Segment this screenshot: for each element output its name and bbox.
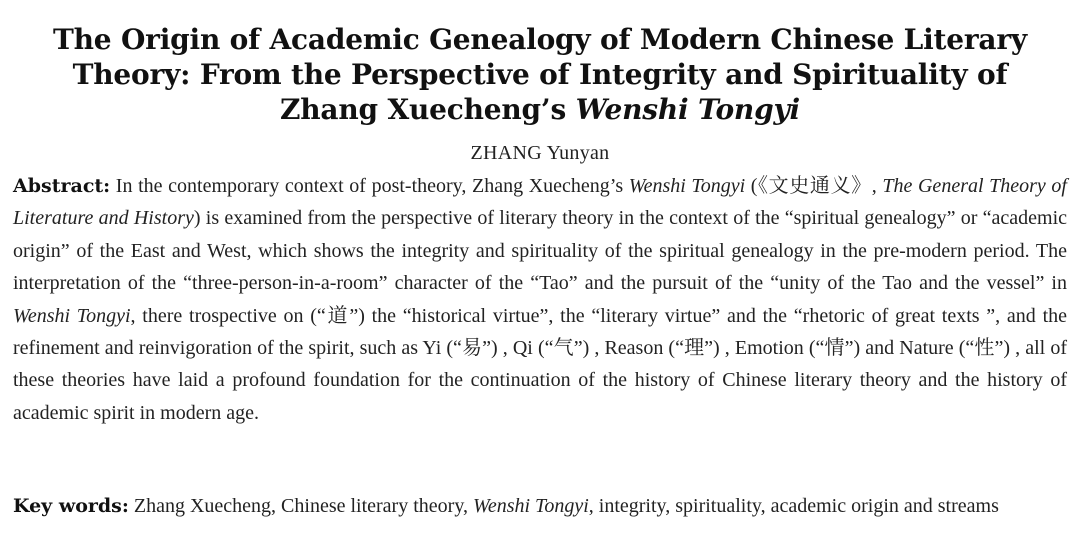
abstract-text-4: , there trospective on (“道”) the “historical virtue”, the “literary virtue” and the “rhetoric of great texts ”, and the refinement and reinvigoration of the spirit, such as Yi (“易”) , Qi (“气”) , Reason (“理”) , Emotion (“情”) and Nature (“性”) , all of these theories have laid a profound foundation for the continuation of the history of Chinese literary theory and the history of academic spirit in modern age. xyxy=(13,304,1068,424)
keywords-book-name: Wenshi Tongyi xyxy=(473,495,589,517)
keywords-paragraph xyxy=(13,492,1067,521)
title-line-3: Zhang Xuecheng’s xyxy=(280,93,576,126)
paper-title xyxy=(20,22,1060,127)
abstract-paragraph xyxy=(13,170,1067,429)
abstract-book-name-2: Wenshi Tongyi xyxy=(13,304,131,327)
abstract-text-3: ) is examined from the perspective of literary theory in the context of the “spiritual genealogy” or “academic origin” of the East and West, which shows the integrity and spirituality of the spiritual genealogy in the pre-modern period. The interpretation of the “three-person-in-a-room” character of the “Tao” and the pursuit of the “unity of the Tao and the vessel” in xyxy=(13,207,1068,295)
abstract-text-1: In the contemporary context of post-theory, Zhang Xuecheng’s xyxy=(110,175,629,197)
keywords-text-2: , integrity, spirituality, academic origin and streams xyxy=(588,495,999,517)
title-line-1: The Origin of Academic Genealogy of Modern Chinese Literary xyxy=(53,23,1027,56)
keywords-text-1: Zhang Xuecheng, Chinese literary theory, xyxy=(128,495,474,517)
abstract-label: Abstract: xyxy=(13,175,111,197)
title-book-name: Wenshi Tongyi xyxy=(575,93,800,126)
author-name: ZHANG Yunyan xyxy=(470,142,610,164)
keywords-label: Key words: xyxy=(13,495,129,517)
abstract-book-translation: The General Theory of Literature and History xyxy=(13,175,1067,230)
abstract-text-2: (《文史通义》, xyxy=(745,175,883,197)
title-line-2: Theory: From the Perspective of Integrity and Spirituality of xyxy=(72,58,1008,91)
abstract-book-name-1: Wenshi Tongyi xyxy=(628,175,746,197)
